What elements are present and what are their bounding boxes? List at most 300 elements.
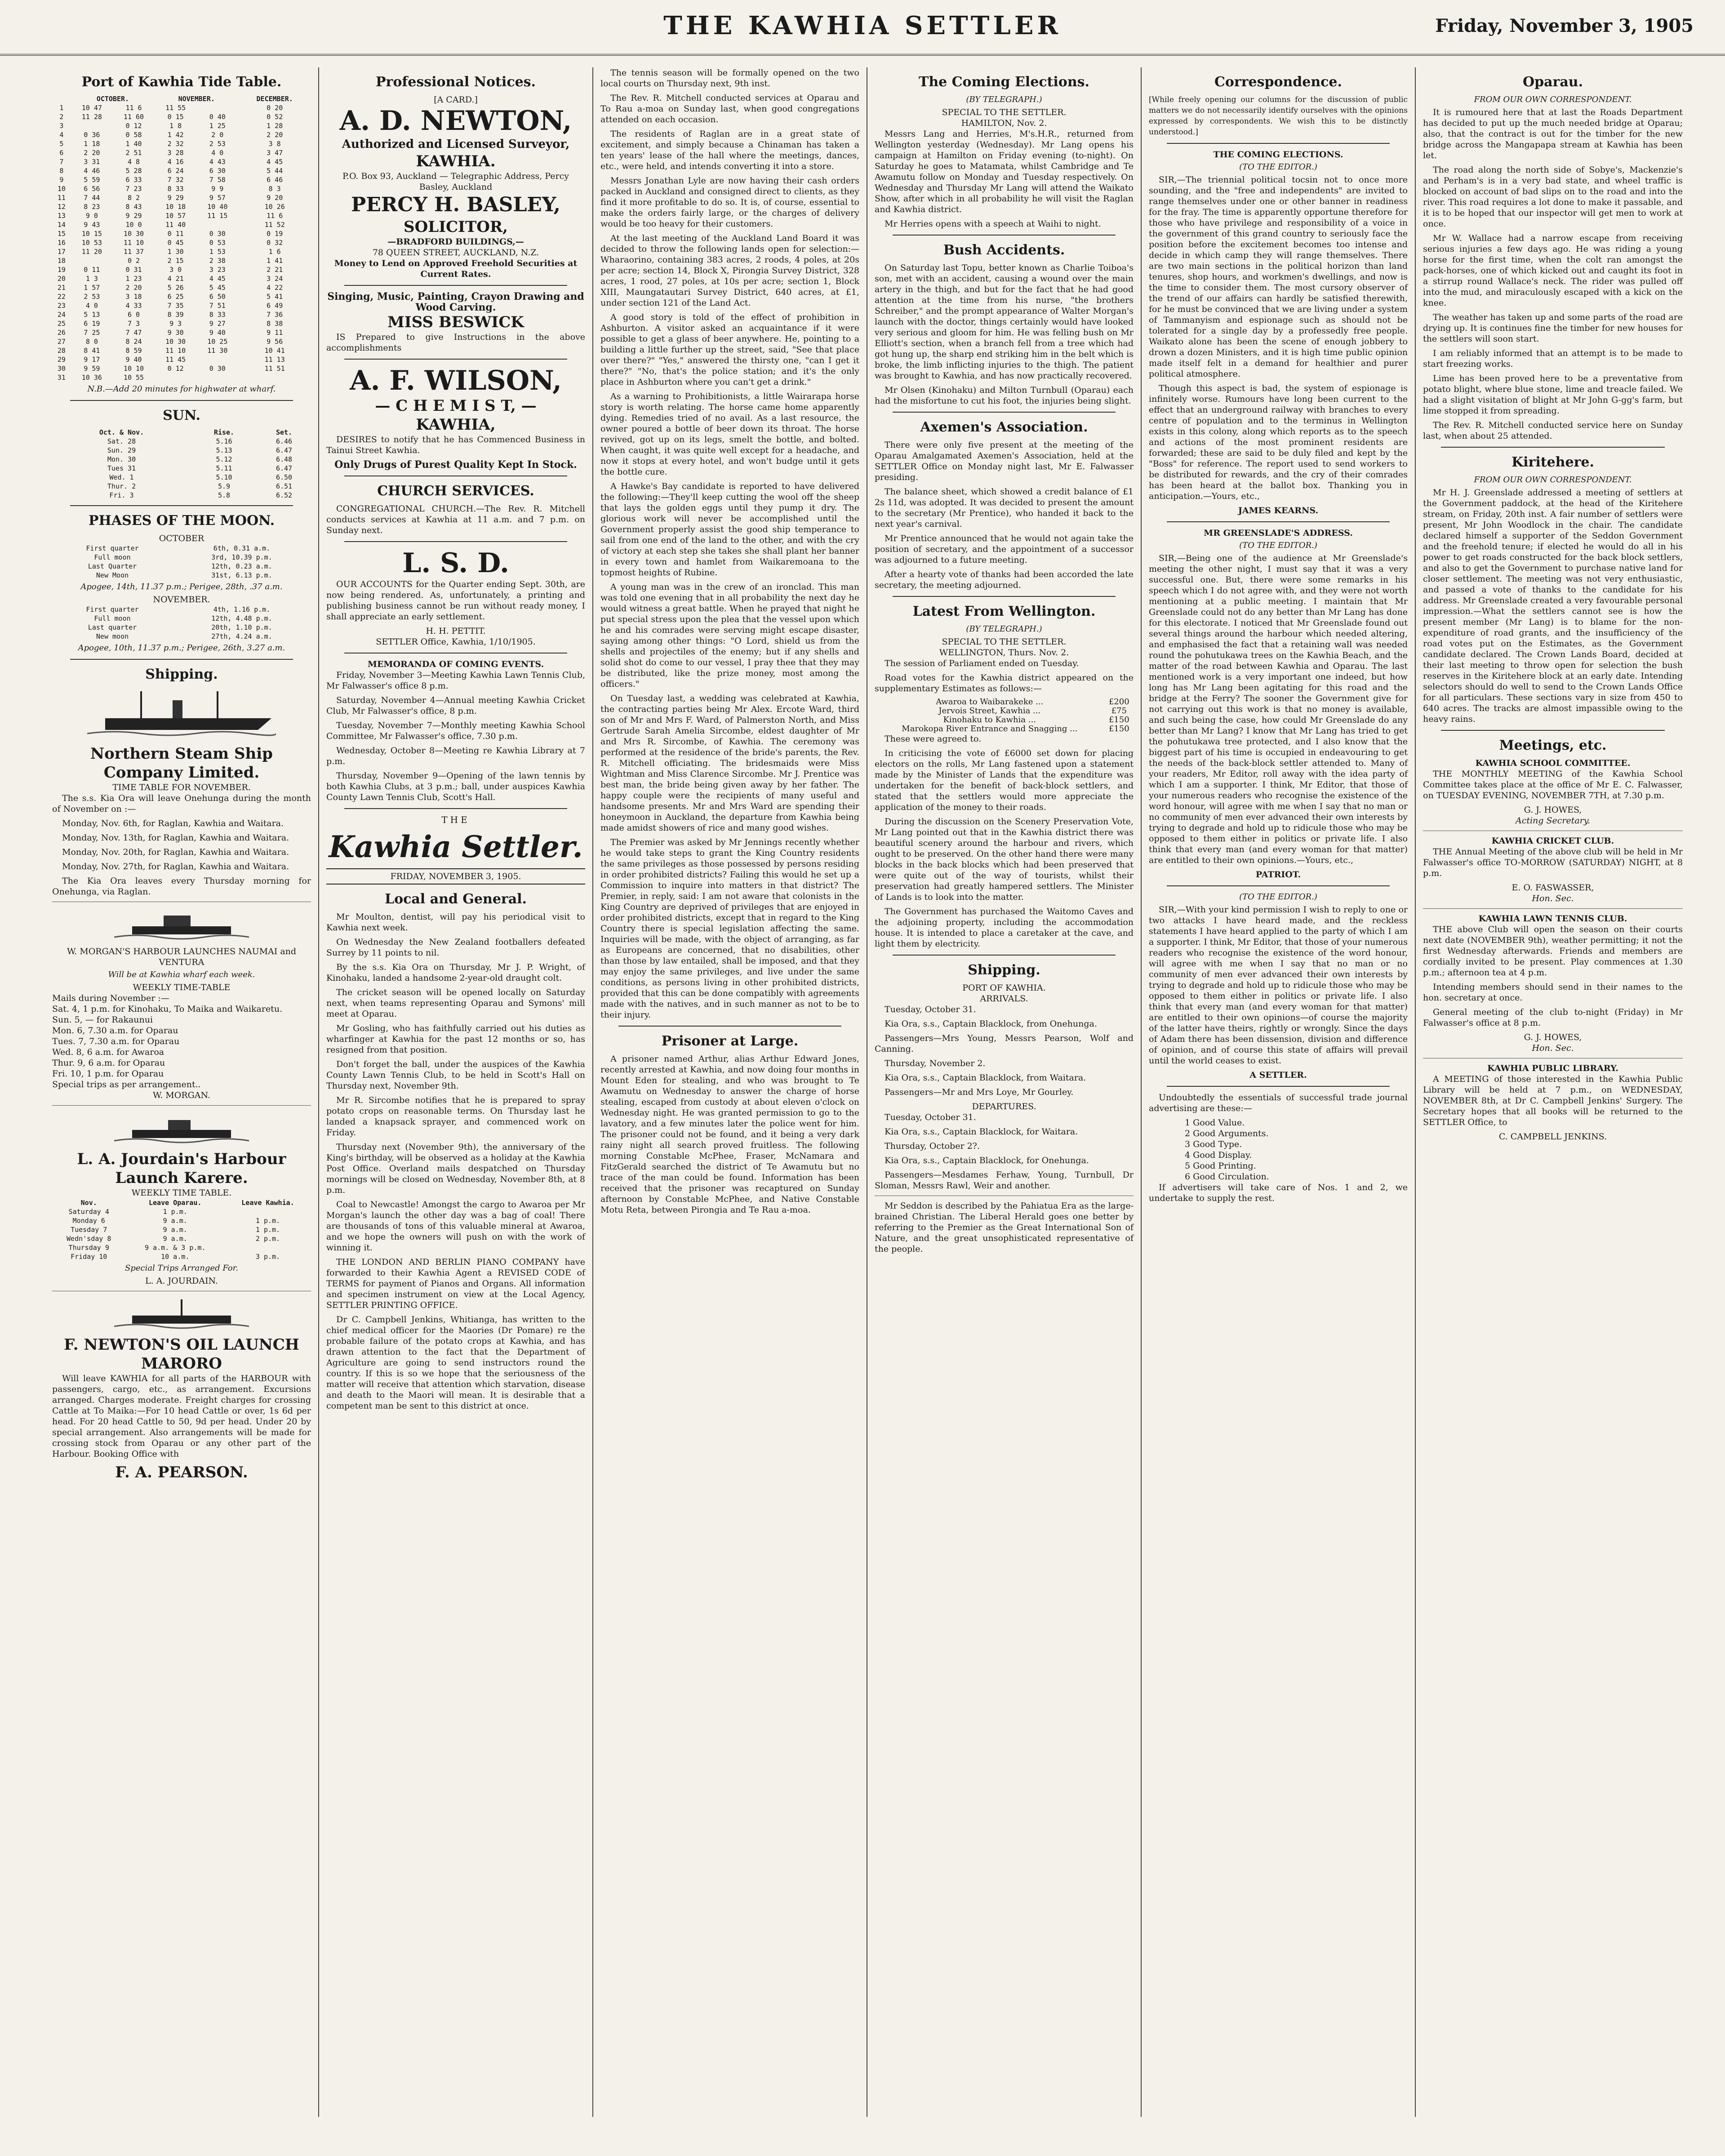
morgan-line: Mails during November :— <box>52 993 169 1003</box>
tide-row <box>52 184 311 193</box>
table-cell <box>225 1243 311 1252</box>
axemen-para: There were only five present at the meeting of the Oparau Amalgamated Axemen's Association, held at the SETTLER Office on Monday night last, Mr E. Falwasser presiding. <box>875 440 1134 482</box>
oparau-paragraph: The road along the north side of Sobye's, Mackenzie's and Perham's is in a very bad state, and wheel traffic is blocked on account of bad slips on to the road and into the river. This road requires a lot done to make it passable, and it is to be hoped that our inspector will get men to work at once. <box>1423 165 1683 229</box>
table-cell: 5 45 <box>209 284 226 292</box>
sun-row <box>52 473 311 482</box>
road-vote-row <box>875 716 1134 725</box>
table-cell: 11 <box>57 194 66 202</box>
library-body: A MEETING of those interested in the Kawhia Public Library will be held at 7 p.m., on WEDNESDAY, NOVEMBER 8th, at Dr C. Campbell Jenkins' Surgery. The Secretary hopes that all books will be returned to the SETTLER Office, to <box>1423 1074 1683 1127</box>
arrival-line: Thursday, November 2. <box>885 1058 986 1068</box>
table-cell: 0 45 <box>167 239 184 247</box>
nameplate-title: Kawhia Settler. <box>329 829 583 864</box>
table-cell <box>196 373 238 382</box>
table-cell: Thur. 2 <box>107 482 136 490</box>
tide-row <box>52 103 311 112</box>
local-title: Local and General. <box>384 891 527 907</box>
ads-essential-item: 1 Good Value. <box>1185 1118 1245 1128</box>
local-paragraph: On Wednesday the New Zealand footballers defeated Surrey by 11 points to nil. <box>326 937 585 958</box>
table-cell: 0 31 <box>125 266 142 274</box>
table-cell <box>196 355 238 364</box>
table-cell: 2 32 <box>167 140 184 148</box>
table-cell: Tues 31 <box>107 464 136 472</box>
table-cell: 5 59 <box>84 176 100 184</box>
tide-note: N.B.—Add 20 minutes for highwater at wharf. <box>87 384 276 394</box>
table-cell: 7 23 <box>125 185 142 193</box>
correspondence-disclaimer: [While freely opening our columns for the discussion of public matters we do not necessarily identify ourselves with the opinions expressed by correspondents. We wish this to be distinctly understood.] <box>1149 95 1408 137</box>
table-cell: 9 29 <box>167 194 184 202</box>
table-cell: 9 59 <box>84 365 100 373</box>
masthead-date: Friday, November 3, 1905 <box>1435 15 1694 36</box>
church-body: CONGREGATIONAL CHURCH.—The Rev. R. Mitchell conducts services at Kawhia at 11 a.m. and 7 p.m. on Sunday next. <box>326 504 585 535</box>
jourdain-row <box>52 1207 311 1216</box>
table-cell: 10 a.m. <box>161 1253 190 1261</box>
table-cell: 5.11 <box>216 464 232 472</box>
local-paragraph: Dr C. Campbell Jenkins, Whitianga, has written to the chief medical officer for the Maories (Dr Pomare) re the probable failure of the potato crops at Kawhia, and has drawn attention to the fact that the Department of Agriculture are going to send instructors round the country. If this is so we hope that the seriousness of the matter will receive that attention which starvation, disease and death to the Maori will mean. It is desirable that a competent man be sent to this district at once. <box>326 1315 585 1411</box>
table-cell: 6th, 0.31 a.m. <box>213 544 271 552</box>
cricket-title: KAWHIA CRICKET CLUB. <box>1491 836 1614 846</box>
by-telegraph: (BY TELEGRAPH.) <box>966 95 1042 104</box>
table-cell: Thursday 9 <box>68 1244 109 1252</box>
table-cell: New moon <box>96 632 129 640</box>
table-cell: 9 a.m. <box>163 1217 187 1225</box>
morgan-line: Thur. 9, 6 a.m. for Oparau <box>52 1058 165 1068</box>
axemen-para: Mr Prentice announced that he would not again take the position of secretary, and the appointment of a successor was adjourned to a future meeting. <box>875 533 1134 565</box>
table-cell: 3 23 <box>209 266 226 274</box>
table-cell <box>155 373 196 382</box>
table-cell: 2 53 <box>209 140 226 148</box>
table-cell: 8 23 <box>84 203 100 211</box>
table-cell: First quarter <box>86 605 139 613</box>
table-cell: 25 <box>57 320 66 328</box>
table-cell: 11 52 <box>264 221 285 229</box>
letter2-title: MR GREENSLADE'S ADDRESS. <box>1204 528 1353 538</box>
table-cell: 3 0 <box>169 266 182 274</box>
table-cell: 27 <box>57 338 66 346</box>
oparau-paragraph: The Rev. R. Mitchell conducted service here on Sunday last, when about 25 attended. <box>1423 420 1683 441</box>
votes-agreed: These were agreed to. <box>885 734 982 744</box>
lsd-title: L. S. D. <box>402 547 509 579</box>
table-cell: 29 <box>57 356 66 364</box>
news-paragraph: The Rev. R. Mitchell conducted services at Oparau and To Rau a-moa on Sunday last, when good congregations attended on each occasion. <box>600 93 859 124</box>
table-cell: 12 <box>57 203 66 211</box>
table-cell: 0 12 <box>167 365 184 373</box>
table-cell: 5 28 <box>125 167 142 175</box>
letter1-to: (TO THE EDITOR.) <box>1239 162 1317 172</box>
table-cell: First quarter <box>86 544 139 552</box>
table-cell: 0 52 <box>267 113 283 121</box>
ads-essential-item: 5 Good Printing. <box>1185 1161 1256 1171</box>
jourdain-row <box>52 1225 311 1234</box>
table-cell: 9 43 <box>84 221 100 229</box>
table-cell: 11 40 <box>165 221 186 229</box>
divider <box>70 659 293 660</box>
launch-illustration <box>114 1296 249 1332</box>
jourdain-head-day: Nov. <box>80 1199 97 1207</box>
news-paragraph: The tennis season will be formally opened on the two local courts on Thursday next, 9th inst. <box>600 68 859 89</box>
jourdain-table <box>52 1198 311 1261</box>
morgan-line: Special trips as per arrangement.. <box>52 1080 201 1089</box>
table-cell: 8 33 <box>209 311 226 319</box>
table-cell: 9 30 <box>167 329 184 337</box>
moon-nov-note: Apogee, 10th, 11.37 p.m.; Perigee, 26th, 3.27 a.m. <box>78 643 285 653</box>
jourdain-sign: L. A. JOURDAIN. <box>145 1276 218 1286</box>
table-cell: 10 41 <box>264 347 285 355</box>
lsd-office: SETTLER Office, Kawhia, 1/10/1905. <box>376 637 536 647</box>
table-cell: 4 <box>59 131 64 139</box>
table-cell: 8 43 <box>125 203 142 211</box>
table-cell: 9 20 <box>267 194 283 202</box>
table-cell: 7 58 <box>209 176 226 184</box>
table-cell: 10 15 <box>81 230 102 238</box>
ads-outro: If advertisers will take care of Nos. 1 and 2, we undertake to supply the rest. <box>1149 1182 1408 1203</box>
divider <box>344 359 567 360</box>
letter2-body: SIR,—Being one of the audience at Mr Greenslade's meeting the other night, I must say that it was a very successful one. But, there were some remarks in his speech which I do not agree with, and they were not worth mentioning at a public meeting. I maintain that Mr Greenslade could not do any better than Mr Lang has done for this electorate. I noticed that Mr Greenslade found out several things around the harbour which needed altering, and emphasised the fact that a retaining wall was needed round the pohutukawa trees on the Kawhia Beach, and the matter of the road between Kawhia and Oparau. The last mentioned work is a very important one indeed, but how long has Mr Lang been agitating for this road and the bridge at the Ferry? The sooner the Government give for not carrying out this work is that no money is available, and such being the case, how could Mr Greenslade do any better than Mr Lang? I know that Mr Lang has tried to get the pohutukawa tree protected, and I also know that the biggest part of his time is occupied in endeavouring to get the needs of the back-block settler attended to. Many of your readers, Mr Editor, roll away with the idea party of which I am a supporter. I think, Mr Editor, that those of your numerous readers who recognise the existence of the word honour, will agree with me when I say that no man or no community of men ever advanced their own interests by trying to degrade and hold up to ridicule those who may be opposed to them either in politics or private life. I also think that every man (and every woman for that matter) are entitled to their own opinions.—Yours, etc., <box>1149 553 1408 865</box>
table-cell: Tuesday 7 <box>71 1226 107 1234</box>
table-cell: 1 40 <box>125 140 142 148</box>
local-paragraphs <box>326 911 585 1411</box>
table-cell: 2 53 <box>84 293 100 301</box>
table-cell: 9 57 <box>209 194 226 202</box>
table-cell: 8 33 <box>167 185 184 193</box>
table-cell: 6.48 <box>276 455 293 463</box>
table-cell: 9 <box>59 176 64 184</box>
table-cell: 1 <box>59 104 64 112</box>
divider <box>344 541 567 542</box>
wellington-para: In criticising the vote of £6000 set down for placing electors on the rolls, Mr Lang fastened upon a statement made by the Minister of Lands that the expenditure was undertaken for the benefit of back-block settlers, and stated that the settlers would more appreciate the application of the money to their roads. <box>875 748 1134 812</box>
table-cell: 1 25 <box>209 122 226 130</box>
divider <box>893 235 1116 236</box>
table-cell: 4 16 <box>167 158 184 166</box>
table-cell: Last Quarter <box>88 562 137 570</box>
table-cell: 12th, 0.23 a.m. <box>211 562 272 570</box>
table-cell: 3 <box>59 122 64 130</box>
shipping-news-title: Shipping. <box>968 962 1040 978</box>
table-cell: 4 0 <box>211 149 224 157</box>
tide-row <box>52 202 311 211</box>
beswick-line: Singing, Music, Painting, Crayon Drawing and Wood Carving. <box>327 291 584 313</box>
departure-line: Kia Ora, s.s., Captain Blacklock, for Onehunga. <box>885 1156 1089 1165</box>
table-cell: 6 49 <box>267 302 283 310</box>
school-title: KAWHIA SCHOOL COMMITTEE. <box>1475 758 1631 768</box>
ads-intro: Undoubtedly the essentials of successful trade journal advertising are these:— <box>1149 1093 1408 1113</box>
jourdain-head-oparau: Leave Oparau. <box>149 1199 202 1207</box>
table-cell: 4 8 <box>127 158 140 166</box>
moon-oct-table <box>52 544 311 580</box>
table-cell: 11 10 <box>123 239 144 247</box>
basley-building: —BRADFORD BUILDINGS,— <box>387 237 524 247</box>
table-cell: 6.51 <box>276 482 293 490</box>
table-cell: 10 30 <box>123 230 144 238</box>
kiritehere-byline: FROM OUR OWN CORRESPONDENT. <box>1474 475 1632 485</box>
table-cell: 10 40 <box>207 203 228 211</box>
sun-row <box>52 455 311 464</box>
table-cell: 6 30 <box>209 167 226 175</box>
jourdain-row <box>52 1243 311 1252</box>
table-cell: Jervois Street, Kawhia ... <box>938 706 1041 716</box>
nss-sailing-3: Monday, Nov. 20th, for Raglan, Kawhia and Waitara. <box>62 847 289 857</box>
table-cell: 1 18 <box>84 140 100 148</box>
ads-essential-item: 6 Good Circulation. <box>1185 1172 1269 1182</box>
road-votes-body <box>875 698 1134 733</box>
road-vote-row <box>875 698 1134 707</box>
tide-row <box>52 175 311 184</box>
school-role: Acting Secretary. <box>1515 816 1591 826</box>
table-cell: 1 23 <box>125 275 142 283</box>
divider <box>70 400 293 401</box>
table-cell: 17 <box>57 248 66 256</box>
divider <box>344 808 567 809</box>
kiritehere-body: Mr H. J. Greenslade addressed a meeting of settlers at the Government paddock, at the head of the Kiritehere stream, on Friday, 20th inst. A fair number of settlers were present, Mr John Woodlock in the chair. The candidate declared himself a supporter of the Seddon Government and the freehold tenure; if elected he would do all in his power to get roads constructed for the back block settlers, and also to get the Government to purchase native land for closer settlement. The meeting was not very enthusiastic, and passed a vote of thanks to the candidate for his address. Mr Greenslade created a very favourable personal impression.—What the settlers cannot see is how the present member (Mr Lang) is to blame for the non-expenditure of road grants, and the insufficiency of the road votes put on the Estimates, as the Government candidate declared. The Crown Lands Board, decided at their last meeting to throw open for selection the bush reserves in the Kiritehere block at an early date. Intending selectors should do well to send to the Crown Lands Office for all particulars. These sections vary in size from 450 to 640 acres. The tracks are almost impassible owing to the heavy rains. <box>1423 488 1683 724</box>
moon-oct-title: OCTOBER <box>159 533 205 543</box>
news-paragraph: The residents of Raglan are in a great state of excitement, and simply because a Chinaman has taken a ten years' lease of the hall where the meetings, dances, etc., were held, and intends converting it into a store. <box>600 129 859 171</box>
cricket-role: Hon. Sec. <box>1532 894 1574 903</box>
correspondence-title: Correspondence. <box>1214 74 1342 90</box>
sun-row <box>52 446 311 455</box>
table-cell: Kinohaku to Kawhia ... <box>943 715 1036 725</box>
divider <box>1167 143 1390 144</box>
elections-title: The Coming Elections. <box>919 74 1089 90</box>
departure-line: Kia Ora, s.s., Captain Blacklock, for Waitara. <box>885 1127 1078 1137</box>
local-paragraphs-continued <box>600 67 859 1020</box>
dateline-wellington: WELLINGTON, Thurs. Nov. 2. <box>939 648 1069 658</box>
divider <box>893 596 1116 597</box>
table-cell: 4 45 <box>209 275 226 283</box>
table-cell: 9 29 <box>125 212 142 220</box>
table-cell: 2 20 <box>125 284 142 292</box>
tennis-title: KAWHIA LAWN TENNIS CLUB. <box>1478 914 1627 924</box>
table-cell: 1 p.m. <box>163 1208 187 1216</box>
table-cell: 9 17 <box>84 356 100 364</box>
departures-label: DEPARTURES. <box>972 1102 1036 1111</box>
oparau-title: Oparau. <box>1522 74 1583 90</box>
divider <box>344 285 567 286</box>
table-cell: 8 41 <box>84 347 100 355</box>
divider <box>70 505 293 506</box>
oparau-byline: FROM OUR OWN CORRESPONDENT. <box>1474 95 1632 104</box>
jourdain-note: Special Trips Arranged For. <box>124 1263 239 1273</box>
table-cell: 9 40 <box>209 329 226 337</box>
tide-row <box>52 229 311 238</box>
column-3 <box>593 67 867 2117</box>
tide-row <box>52 310 311 319</box>
tide-row <box>52 121 311 130</box>
table-cell: 6 <box>59 149 64 157</box>
table-cell: 3 18 <box>125 293 142 301</box>
table-cell: Sun. 29 <box>107 446 136 454</box>
table-cell: 10 25 <box>207 338 228 346</box>
table-cell: 13 <box>57 212 66 220</box>
table-cell: 19 <box>57 266 66 274</box>
table-cell <box>238 373 311 382</box>
table-cell: 9 a.m. & 3 p.m. <box>144 1244 206 1252</box>
table-cell: 3 28 <box>167 149 184 157</box>
letter3-body: SIR,—With your kind permission I wish to reply to one or two attacks I have heard made, and the reckless statements I have heard applied to the party of which I am a supporter. I think, Mr Editor, that those of your numerous readers who recognise the existence of the word honour, will agree with me when I say that no man or no community of men ever advanced their own interests by trying to degrade and hold up to ridicule those who may be opposed to them either in politics or private life. I also think that every man (and every woman for that matter) are entitled to their own opinions—of course the majority of the latter have theirs, rightly or wrongly. Since the days of Adam there has been dissension, division and difference of opinion, and of course this state of affairs will prevail until the world ceases to exist. <box>1149 905 1408 1066</box>
table-cell: 11 30 <box>207 347 228 355</box>
sun-table <box>52 428 311 500</box>
morgan-line: Fri. 10, 1 p.m. for Oparau <box>52 1069 164 1079</box>
table-cell: 4 43 <box>209 158 226 166</box>
elections-para: Messrs Lang and Herries, M's.H.R., returned from Wellington yesterday (Wednesday). Mr Lang opens his campaign at Hamilton on Friday evening (to-night). On Saturday he goes to Matamata, whilst Cambridge and Te Awamutu follow on Monday and Tuesday respectively. On Wednesday and Thursday Mr Lang will attend the Waikato Show, after which in all probability he will visit the Raglan and Kawhia district. <box>875 129 1134 214</box>
arrival-line: Passengers—Mr and Mrs Loye, Mr Gourley. <box>885 1087 1074 1097</box>
morgan-line: Mon. 6, 7.30 a.m. for Oparau <box>52 1026 178 1036</box>
divider <box>1423 908 1683 909</box>
table-cell: Monday 6 <box>72 1217 105 1225</box>
table-cell: 7 3 <box>127 320 140 328</box>
bush-para: On Saturday last Topu, better known as Charlie Toiboa's son, met with an accident, causing a wound over the main artery in the thigh, and but for the fact that he had good attention at the time from his nurse, "the brothers Schreiber," and the prompt appearance of Walter Morgan's launch with the doctor, things certainly would have looked very serious and gloom for him. He was felling bush on Mr Elliott's section, when a branch fell from a tree which had got hung up, the sharp end striking him in the belt which is broke, the limb inflicting injuries to the thigh. The patient was brought to Kawhia, and has now practically recovered. <box>875 263 1134 381</box>
tide-title: Port of Kawhia Tide Table. <box>81 74 282 90</box>
moon-row <box>52 623 311 632</box>
table-cell: 5.9 <box>218 482 231 490</box>
cricket-body: THE Annual Meeting of the above club will be held in Mr Falwasser's office TO-MORROW (SATURDAY) NIGHT, at 8 p.m. <box>1423 847 1683 878</box>
nss-sailing-4: Monday, Nov. 27th, for Raglan, Kawhia and Waitara. <box>62 862 289 871</box>
table-cell: Mon. 30 <box>107 455 136 463</box>
table-cell: 11 6 <box>125 104 142 112</box>
oparau-paragraph: The weather has taken up and some parts of the road are drying up. It is continues fine the timber for new houses for the settlers will soon start. <box>1423 312 1683 344</box>
basley-address: 78 QUEEN STREET, AUCKLAND, N.Z. <box>372 248 539 258</box>
table-cell: 24 <box>57 311 66 319</box>
masthead <box>0 0 1725 56</box>
seddon-para: Mr Seddon is described by the Pahiatua Era as the large-brained Christian. The Liberal Herald goes one better by referring to the Premier as the Great International Son of Nature, and the great unsophisticated representative of the people. <box>875 1201 1134 1254</box>
table-cell: 7 25 <box>84 329 100 337</box>
tennis-body-2: Intending members should send in their names to the hon. secretary at once. <box>1423 982 1683 1003</box>
tide-month-nov: NOVEMBER. <box>178 95 215 103</box>
nss-sailing-2: Monday, Nov. 13th, for Raglan, Kawhia and Waitara. <box>62 833 289 843</box>
news-paragraph: Messrs Jonathan Lyle are now having their cash orders packed in Auckland and consigned direct to clients, as they find it more profitable to do so. It is, of course, essential to make the orders fairly large, or the charges of delivery would be too heavy for their customers. <box>600 176 859 229</box>
sun-row <box>52 491 311 500</box>
table-cell: £200 <box>1108 697 1129 707</box>
table-cell: 10 53 <box>81 239 102 247</box>
tide-row <box>52 211 311 220</box>
moon-nov-body <box>52 605 311 641</box>
table-cell: 9 56 <box>267 338 283 346</box>
sun-row <box>52 437 311 446</box>
table-cell: 15 <box>57 230 66 238</box>
morgan-list <box>52 993 311 1090</box>
arrival-line: Tuesday, October 31. <box>885 1005 976 1014</box>
newton-launch-sign: F. A. PEARSON. <box>115 1463 248 1481</box>
table-cell: 22 <box>57 293 66 301</box>
table-cell: 2 38 <box>209 257 226 265</box>
table-cell: 10 30 <box>165 338 186 346</box>
masthead-title: THE KAWHIA SETTLER <box>663 11 1062 40</box>
tide-month-oct: OCTOBER. <box>96 95 129 103</box>
letter2-sign: PATRIOT. <box>1255 870 1301 880</box>
table-cell: 9 27 <box>209 320 226 328</box>
column-4 <box>867 67 1142 2117</box>
column-2 <box>319 67 593 2117</box>
jourdain-row <box>52 1216 311 1225</box>
memoranda-item: Tuesday, November 7—Monthly meeting Kawhia School Committee, Mr Falwasser's office, 7.30 p.m. <box>326 720 585 741</box>
table-cell: 11 10 <box>165 347 186 355</box>
oparau-paragraph: Mr W. Wallace had a narrow escape from receiving serious injuries a few days ago. He was riding a young horse for the first time, when the colt ran amongst the pack-horses, one of which kicked out and caught its foot in a stirrup round Wallace's neck. The rider was pulled off into the mud, and miraculously escaped with a kick on the knee. <box>1423 233 1683 308</box>
news-paragraph: A good story is told of the effect of prohibition in Ashburton. A visitor asked an acquaintance if it were possible to get a glass of beer anywhere. He, pointing to a building a little further up the street, said, "See that place over there?" "Yes," answered the thirsty one, "can I get it there?" "No, that's the police station; and it's the only place in Ashburton where you can't get a drink." <box>600 312 859 387</box>
memoranda-item: Wednesday, October 8—Meeting re Kawhia Library at 7 p.m. <box>326 746 585 766</box>
axemen-title: Axemen's Association. <box>920 419 1088 435</box>
tide-row <box>52 166 311 175</box>
moon-oct-body <box>52 544 311 580</box>
table-cell: 10 57 <box>165 212 186 220</box>
nameplate-date: FRIDAY, NOVEMBER 3, 1905. <box>326 868 585 885</box>
tennis-body: THE above Club will open the season on their courts next date (NOVEMBER 9th), weather permitting; it not the first Wednesday afterwards. Friends and members are cordially invited to be present. Play commences at 1.30 p.m.; afternoon tea at 4 p.m. <box>1423 925 1683 978</box>
tide-body <box>52 103 311 382</box>
table-cell: 1 p.m. <box>255 1226 280 1234</box>
meetings-title: Meetings, etc. <box>1499 738 1607 753</box>
table-cell: 0 11 <box>84 266 100 274</box>
divider <box>893 412 1116 413</box>
tide-table <box>52 94 311 382</box>
moon-nov-table <box>52 605 311 641</box>
table-cell: 10 55 <box>123 373 144 382</box>
table-cell: 6 56 <box>84 185 100 193</box>
arrival-line: Passengers—Mrs Young, Messrs Pearson, Wolf and Canning. <box>875 1033 1134 1054</box>
table-cell: 5.12 <box>216 455 232 463</box>
road-vote-row <box>875 725 1134 733</box>
table-cell: 5 26 <box>167 284 184 292</box>
bush-para: Mr Olsen (Kinohaku) and Milton Turnbull (Oparau) each had the misfortune to cut his foot, the injuries being slight. <box>875 385 1134 406</box>
jourdain-timetable: WEEKLY TIME TABLE. <box>131 1188 232 1198</box>
table-cell: 21 <box>57 284 66 292</box>
table-cell: 10 18 <box>165 203 186 211</box>
wellington-title: Latest From Wellington. <box>912 604 1096 619</box>
table-cell: 11 51 <box>264 365 285 373</box>
table-cell: 11 28 <box>81 113 102 121</box>
table-cell: 10 0 <box>125 221 142 229</box>
table-cell: 2 <box>59 113 64 121</box>
table-cell: 9 3 <box>169 320 182 328</box>
table-cell: 0 40 <box>209 113 226 121</box>
table-cell: 14 <box>57 221 66 229</box>
table-cell: 8 38 <box>267 320 283 328</box>
newton-role: Authorized and Licensed Surveyor, <box>342 138 570 151</box>
table-cell: 8 2 <box>127 194 140 202</box>
memoranda-item: Friday, November 3—Meeting Kawhia Lawn Tennis Club, Mr Falwasser's office 8 p.m. <box>326 670 585 691</box>
table-cell: 5.16 <box>216 437 232 445</box>
table-cell: 11 37 <box>123 248 144 256</box>
local-paragraph: Coal to Newcastle! Amongst the cargo to Awaroa per Mr Morgan's launch the other day was a bag of coal! There are thousands of tons of this valuable mineral at Awaroa, and we hope the owners will push on with the work of winning it. <box>326 1200 585 1253</box>
table-cell: 1 57 <box>84 284 100 292</box>
arrival-line: Kia Ora, s.s., Captain Blacklock, from Waitara. <box>885 1073 1086 1083</box>
memoranda-item: Thursday, November 9—Opening of the lawn tennis by both Kawhia Clubs, at 3 p.m.; ball, under auspices Kawhia County Lawn Tennis Club, Scott's Hall. <box>326 771 585 802</box>
moon-nov-title: NOVEMBER. <box>153 595 210 605</box>
table-cell <box>71 256 113 265</box>
table-cell: 11 15 <box>207 212 228 220</box>
table-cell: 3 8 <box>268 140 281 148</box>
tide-row <box>52 148 311 157</box>
table-cell: 1 6 <box>268 248 281 256</box>
table-cell: 26 <box>57 329 66 337</box>
table-cell: 6 46 <box>267 176 283 184</box>
divider <box>893 955 1116 956</box>
divider <box>1167 521 1390 522</box>
table-cell: 1 8 <box>169 122 182 130</box>
letter1-para: Though this aspect is bad, the system of espionage is infinitely worse. Rumours have long been current to the effect that an underground railway with branches to every centre of population and to the terminus in Wellington exists in this colony, along which reports as to the speech and actions of the most prominent residents are forwarded; these are said to be duly filed and kept by the "Boss" for reference. The report used to send workers to be distributed for rewards, and the cry of their comrades has been heard at the ballot box. Thanking you in anticipation.—Yours, etc., <box>1149 383 1408 501</box>
arrivals-list <box>875 1004 1134 1098</box>
table-cell: 28 <box>57 347 66 355</box>
table-cell: 7 <box>59 158 64 166</box>
basley-money: Money to Lend on Approved Freehold Securities at Current Rates. <box>334 258 578 279</box>
table-cell: 4 33 <box>125 302 142 310</box>
sun-head-day: Oct. & Nov. <box>99 428 144 436</box>
tide-row <box>52 274 311 283</box>
lsd-sign: H. H. PETTIT. <box>426 626 486 636</box>
oparau-paragraph: I am reliably informed that an attempt is to be made to start freezing works. <box>1423 348 1683 369</box>
special-to-settler: SPECIAL TO THE SETTLER. <box>942 107 1067 117</box>
table-cell <box>196 103 238 112</box>
newton-launch-body: Will leave KAWHIA for all parts of the HARBOUR with passengers, cargo, etc., as arrangement. Excursions arranged. Charges moderate. Freight charges for crossing Cattle at To Maika:—For 10 head Cattle or over, 1s 6d per head. For 20 head Cattle to 50, 9d per head. Under 20 by special arrangement. Also arrangements will be made for crossing stock from Oparau or any other part of the Harbour. Booking Office with <box>52 1374 311 1459</box>
table-cell: Marokopa River Entrance and Snagging ... <box>902 724 1078 733</box>
table-cell: 0 20 <box>267 104 283 112</box>
table-cell: 9 11 <box>267 329 283 337</box>
